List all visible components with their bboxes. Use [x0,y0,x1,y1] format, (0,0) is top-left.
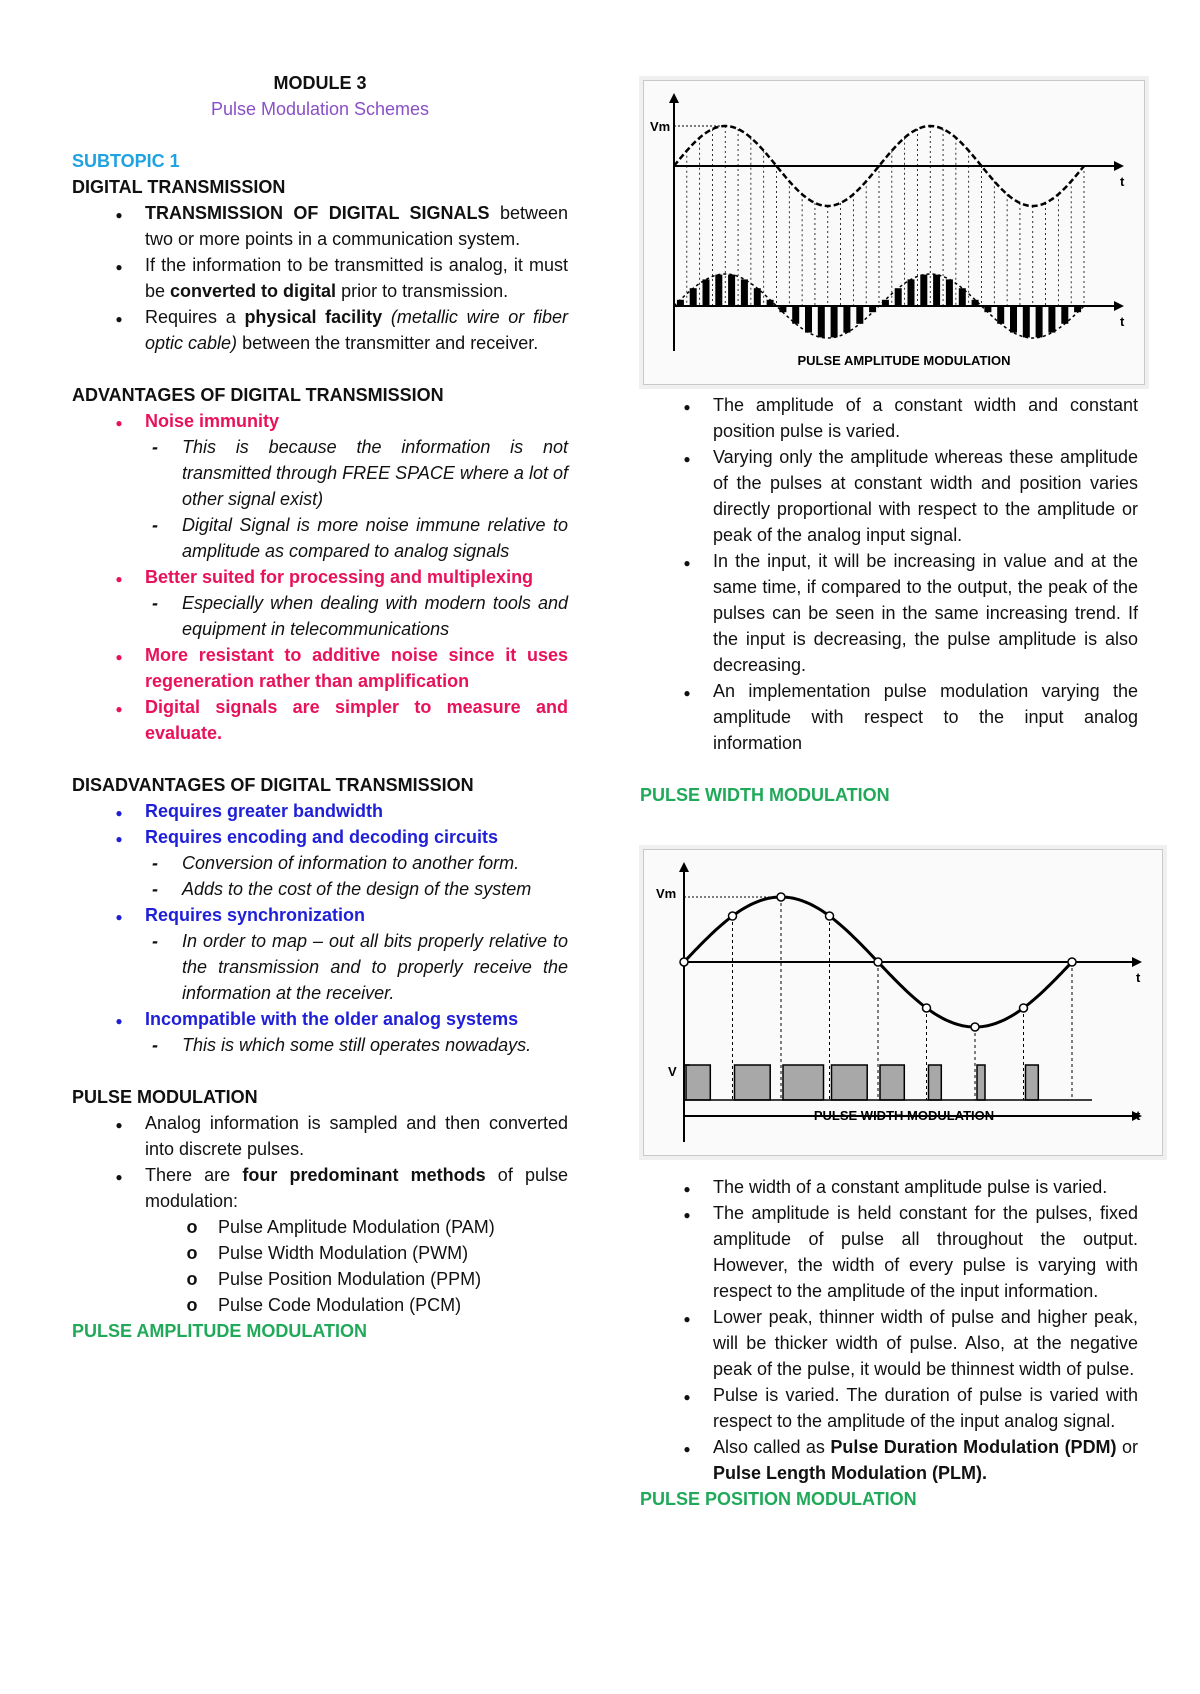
list-item [72,434,568,512]
bold-text: Pulse Duration Modulation (PDM) [830,1437,1117,1457]
dash-icon [145,850,165,876]
item-text: Especially when dealing with modern tools and equipment in telecommunications [182,593,568,639]
pam-pulse [779,306,786,312]
v-label: V [668,1064,677,1079]
pwm-pulse [1026,1065,1039,1100]
bullet-icon [677,392,697,420]
pam-pulse [767,300,774,306]
arrow-icon [1114,301,1124,311]
list-item [72,200,568,252]
pulse-modulation-heading: PULSE MODULATION [72,1087,258,1107]
pam-pulse [703,279,710,306]
sample-point [1020,1004,1028,1012]
list-item [640,678,1138,756]
item-text: Digital Signal is more noise immune relative to amplitude as compared to analog signals [182,515,568,561]
list-item [640,1434,1138,1486]
item-text: Incompatible with the older analog systems [145,1009,519,1029]
dash-icon [145,434,165,460]
bullet-icon [109,798,129,826]
pam-pulse [805,306,812,333]
circle-bullet-icon [182,1292,202,1318]
bold-text: Pulse Length Modulation (PLM). [713,1463,987,1483]
pam-pulse [1010,306,1017,333]
pam-figure [643,80,1145,385]
pam-pulse [1074,306,1081,312]
pam-pulse [1036,306,1043,337]
circle-bullet-icon [182,1266,202,1292]
bullet-icon [677,678,697,706]
item-text: of pulse modulation: [145,1165,569,1211]
pam-pulse [869,306,876,312]
pam-pulse [933,275,940,306]
pam-pulse [984,306,991,312]
item-text: Digital signals are simpler to measure and evaluate. [145,697,568,743]
pam-pulse [677,300,684,306]
t-label: t [1120,174,1125,189]
pam-pulse [959,288,966,306]
pam-pulse [754,288,761,306]
item-text: Pulse Width Modulation (PWM) [218,1243,469,1263]
item-text: prior to transmission. [336,281,509,301]
t-label: t [1120,314,1125,329]
list-item [72,1214,568,1240]
bullet-icon [109,200,129,228]
item-text: In the input, it will be increasing in value and at the same time, if compared to the output, the peak of the pulses can be seen in the same increasing trend. If the input is decreasing, the pulse amplitude is also decreasing. [713,551,1138,675]
pwm-pulse [832,1065,868,1100]
sample-point [729,912,737,920]
item-text: Pulse Code Modulation (PCM) [218,1295,462,1315]
bullet-icon [677,1174,697,1202]
list-item [72,512,568,564]
pam-pulse [1048,306,1055,333]
list-item [72,876,568,902]
item-text: Lower peak, thinner width of pulse and higher peak, will be thicker width of pulse. Also, at the negative peak of the pulse, it would be thinnest width of pulse. [713,1307,1138,1379]
pam-pulse [882,300,889,306]
list-item [72,642,568,694]
left-column [72,0,568,1344]
module-label: MODULE 3 [273,73,367,93]
list-item [640,1174,1138,1200]
item-text: The amplitude of a constant width and constant position pulse is varied. [713,395,1138,441]
item-text: Analog information is sampled and then converted into discrete pulses. [145,1113,568,1159]
item-text: Better suited for processing and multiplexing [145,567,534,587]
arrow-icon [1132,957,1142,967]
subtopic-label: SUBTOPIC 1 [72,151,180,171]
bullet-icon [677,548,697,576]
list-item [72,798,568,824]
item-text: This is which some still operates nowadays. [182,1035,532,1055]
bullet-icon [109,564,129,592]
page-title: Pulse Modulation Schemes [210,99,430,119]
pam-pulse [972,300,979,306]
bold-text: physical facility [244,307,383,327]
item-text: Pulse Position Modulation (PPM) [218,1269,482,1289]
bullet-icon [677,1200,697,1228]
bullet-icon [109,642,129,670]
list-item [72,694,568,746]
list-item [72,408,568,434]
list-item [72,564,568,590]
item-text: There are [145,1165,243,1185]
vm-label: Vm [650,119,671,134]
sample-point [777,893,785,901]
list-item [640,392,1138,444]
pam-pulse [741,279,748,306]
bullet-icon [109,694,129,722]
pwm-diagram [644,850,1162,1155]
list-item [72,1240,568,1266]
list-item [72,824,568,850]
dash-icon [145,1032,165,1058]
item-text: Pulse is varied. The duration of pulse is varied with respect to the amplitude of the input analog signal. [713,1385,1138,1431]
list-item [72,850,568,876]
item-text: Pulse Amplitude Modulation (PAM) [218,1217,495,1237]
dash-icon [145,512,165,538]
pam-pulse [831,306,838,337]
item-text: Adds to the cost of the design of the system [182,879,532,899]
pwm-pulse [735,1065,771,1100]
list-item [72,1006,568,1032]
item-text: An implementation pulse modulation varying the amplitude with respect to the input analog information [713,681,1138,753]
item-text: Requires a [145,307,245,327]
circle-bullet-icon [182,1240,202,1266]
item-text: This is because the information is not transmitted through FREE SPACE where a lot of other signal exist) [182,437,568,509]
list-item [640,1382,1138,1434]
pwm-pulse [977,1065,985,1100]
item-text: Requires greater bandwidth [145,801,384,821]
list-item [72,1266,568,1292]
arrow-icon [1114,161,1124,171]
list-item [640,1200,1138,1304]
bullet-icon [109,824,129,852]
item-text: or [1116,1437,1138,1457]
sample-point [680,958,688,966]
list-item [72,304,568,356]
dash-icon [145,590,165,616]
pam-pulse [856,306,863,324]
sample-point [826,912,834,920]
pam-pulse [843,306,850,333]
bullet-icon [109,1162,129,1190]
pwm-pulse [880,1065,904,1100]
dash-icon [145,928,165,954]
advantages-heading: ADVANTAGES OF DIGITAL TRANSMISSION [72,385,444,405]
list-item [72,252,568,304]
item-text: Also called as [713,1437,831,1457]
pam-pulse [920,275,927,306]
item-text: Requires encoding and decoding circuits [145,827,499,847]
bold-text: TRANSMISSION OF DIGITAL SIGNALS [145,203,490,223]
list-item [640,444,1138,548]
dash-icon [145,876,165,902]
list-item [72,1162,568,1214]
disadvantages-heading: DISADVANTAGES OF DIGITAL TRANSMISSION [72,775,474,795]
list-item [640,548,1138,678]
item-text: The width of a constant amplitude pulse is varied. [713,1177,1108,1197]
pam-pulse [690,288,697,306]
item-text: between two or more points in a communication system. [145,203,568,249]
bullet-icon [109,902,129,930]
sample-point [971,1023,979,1031]
bullet-icon [109,252,129,280]
arrow-icon [669,93,679,103]
list-item [72,1032,568,1058]
digital-transmission-heading: DIGITAL TRANSMISSION [72,177,286,197]
pam-heading: PULSE AMPLITUDE MODULATION [72,1321,367,1341]
t-label: t [1136,970,1141,985]
pwm-figure [643,849,1163,1156]
sample-point [1068,958,1076,966]
pam-pulse [997,306,1004,324]
list-item [72,590,568,642]
list-item [72,1110,568,1162]
list-item [72,1292,568,1318]
bullet-icon [109,1110,129,1138]
ppm-heading: PULSE POSITION MODULATION [640,1489,917,1509]
pwm-pulse [686,1065,710,1100]
item-text: Conversion of information to another form. [182,853,520,873]
vm-label: Vm [656,886,677,901]
circle-bullet-icon [182,1214,202,1240]
sample-point [874,958,882,966]
bullet-icon [677,1382,697,1410]
italic-text: (metallic wire or fiber optic cable) [145,307,568,353]
bullet-icon [109,1006,129,1034]
list-item [72,928,568,1006]
item-text: More resistant to additive noise since it uses regeneration rather than amplification [145,645,568,691]
arrow-icon [679,862,689,872]
pam-diagram [644,81,1144,384]
right-column-lower [640,1174,1138,1512]
figure-caption: PULSE WIDTH MODULATION [813,1108,995,1123]
pwm-pulse [783,1065,824,1100]
item-text: between the transmitter and receiver. [237,333,539,353]
bullet-icon [677,444,697,472]
item-text: Noise immunity [145,411,280,431]
pam-pulse [946,279,953,306]
figure-caption: PULSE AMPLITUDE MODULATION [797,353,1011,368]
t-label: t [1136,1108,1141,1123]
pam-pulse [728,275,735,306]
pam-pulse [1023,306,1030,337]
pam-pulse [818,306,825,337]
item-text: Requires synchronization [145,905,366,925]
item-text: If the information to be transmitted is analog, it must be [145,255,568,301]
bold-text: converted to digital [170,281,337,301]
item-text: The amplitude is held constant for the pulses, fixed amplitude of pulse all throughout the output. However, the width of every pulse is varying with respect to the amplitude of the input information. [713,1203,1138,1301]
pwm-pulse [929,1065,942,1100]
list-item [640,1304,1138,1382]
bullet-icon [109,408,129,436]
pam-pulse [792,306,799,324]
pam-pulse [1061,306,1068,324]
pam-pulse [715,275,722,306]
pam-pulse [908,279,915,306]
list-item [72,902,568,928]
item-text: Varying only the amplitude whereas these amplitude of the pulses at constant width and position varies directly proportional with respect to the amplitude or peak of the analog input signal. [713,447,1138,545]
item-text: In order to map – out all bits properly relative to the transmission and to properly receive the information at the receiver. [182,931,568,1003]
bullet-icon [109,304,129,332]
sample-point [923,1004,931,1012]
pam-pulse [895,288,902,306]
bullet-icon [677,1304,697,1332]
pwm-heading: PULSE WIDTH MODULATION [640,785,890,805]
bold-text: four predominant methods [242,1165,486,1185]
bullet-icon [677,1434,697,1462]
right-column [640,392,1138,808]
